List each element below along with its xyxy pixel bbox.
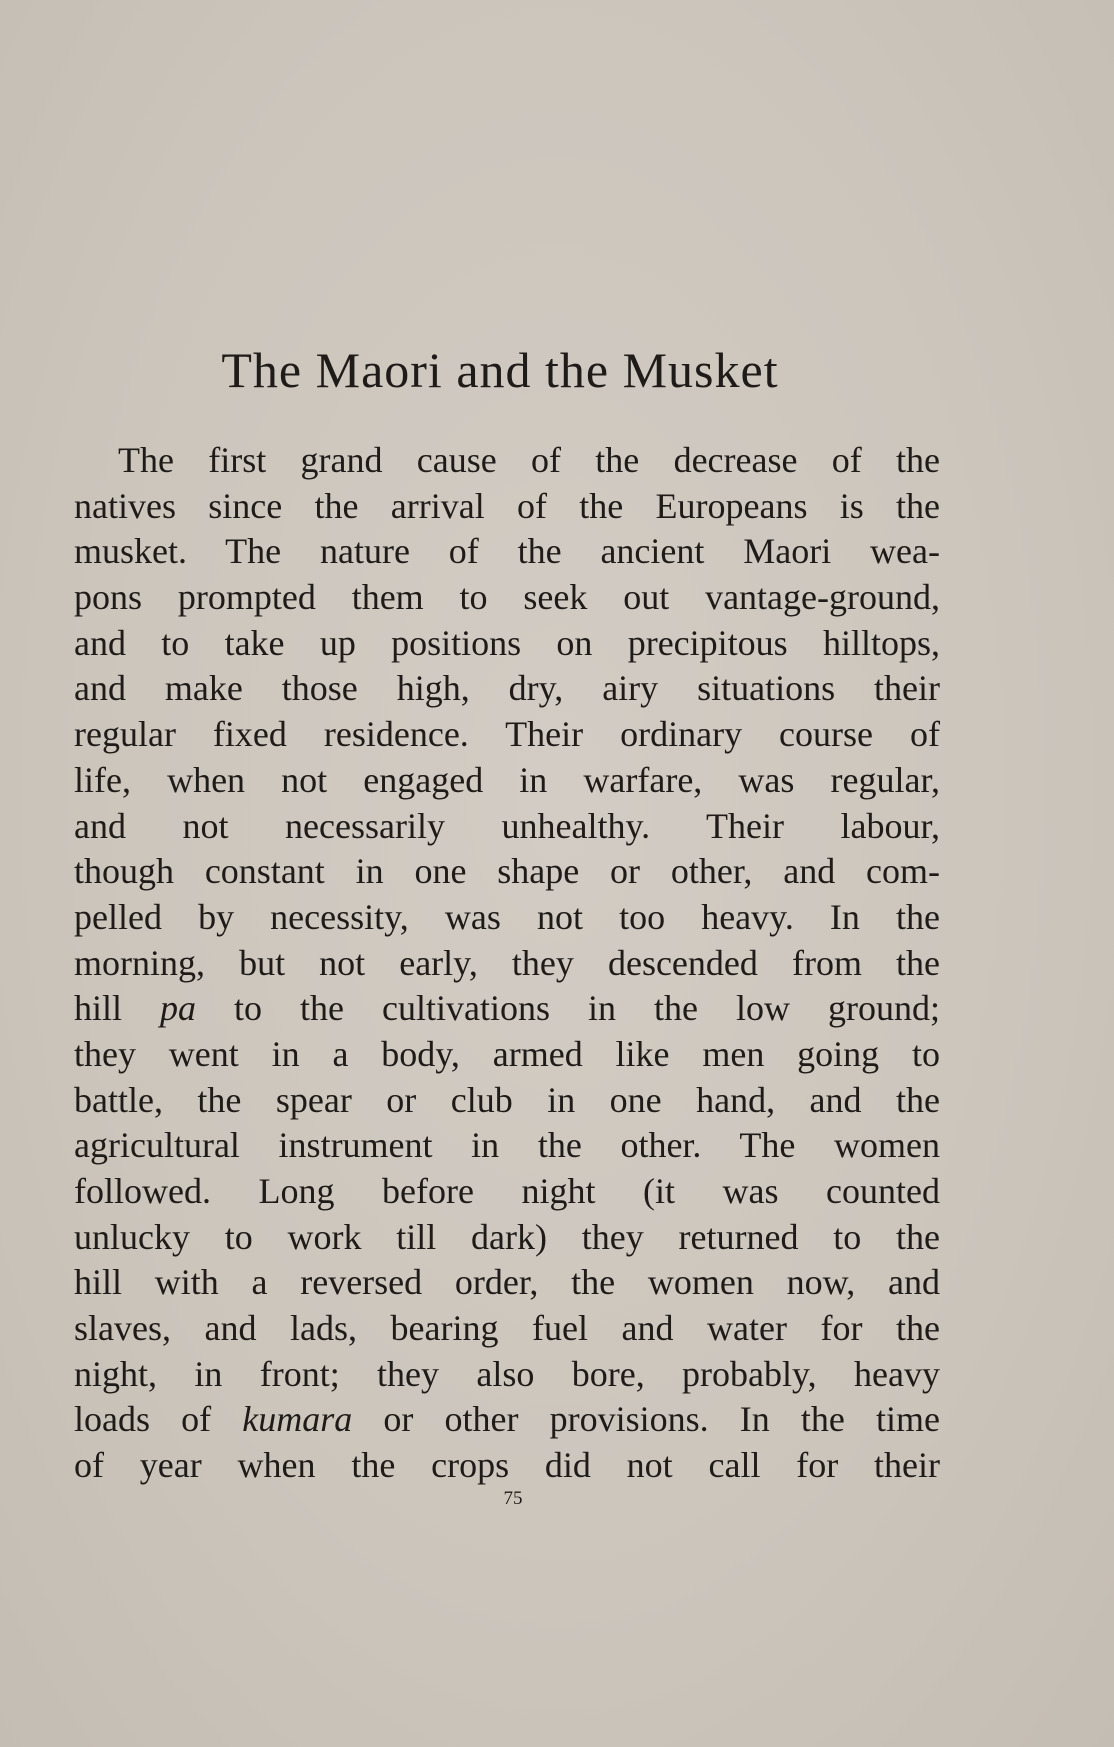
text-line: The first grand cause of the decrease of the <box>118 440 940 480</box>
text-line: night, in front; they also bore, probably, heavy <box>74 1353 940 1394</box>
text-line: and to take up positions on precipitous hilltops, <box>74 622 940 663</box>
text-line: and not necessarily unhealthy. Their labour, <box>74 805 940 846</box>
text-line: hill with a reversed order, the women now, and <box>74 1262 940 1303</box>
line-text-before: hill <box>74 988 161 1029</box>
text-line: morning, but not early, they descended from the <box>74 942 940 983</box>
text-line: pelled by necessity, was not too heavy. In the <box>74 896 940 937</box>
text-line: pons prompted them to seek out vantage-ground, <box>74 577 940 618</box>
text-line: battle, the spear or club in one hand, and the <box>74 1079 940 1120</box>
body-paragraph <box>74 438 940 1489</box>
text-line: life, when not engaged in warfare, was regular, <box>74 759 940 800</box>
text-line: and make those high, dry, airy situations their <box>74 668 940 709</box>
text-line: followed. Long before night (it was counted <box>74 1171 940 1211</box>
text-line: they went in a body, armed like men going to <box>74 1033 940 1074</box>
text-line <box>74 986 940 1032</box>
text-line: musket. The nature of the ancient Maori wea- <box>74 531 940 572</box>
text-line: unlucky to work till dark) they returned to the <box>74 1216 940 1257</box>
line-text-before: loads of <box>74 1399 243 1440</box>
text-line <box>74 1397 940 1443</box>
text-line: natives since the arrival of the Europeans is the <box>74 485 940 526</box>
page-number: 75 <box>503 1488 523 1509</box>
line-text-after: or other provisions. In the time <box>352 1399 940 1440</box>
text-line: slaves, and lads, bearing fuel and water for the <box>74 1308 940 1349</box>
italic-term: pa <box>160 988 197 1029</box>
line-text-after: to the cultivations in the low ground; <box>196 988 940 1029</box>
text-line: agricultural instrument in the other. The women <box>74 1125 940 1166</box>
italic-term: kumara <box>242 1399 353 1440</box>
text-line: of year when the crops did not call for their <box>74 1445 940 1486</box>
text-line: regular fixed residence. Their ordinary course of <box>74 714 940 755</box>
text-line: though constant in one shape or other, and com- <box>74 851 940 892</box>
chapter-title: The Maori and the Musket <box>221 342 779 398</box>
